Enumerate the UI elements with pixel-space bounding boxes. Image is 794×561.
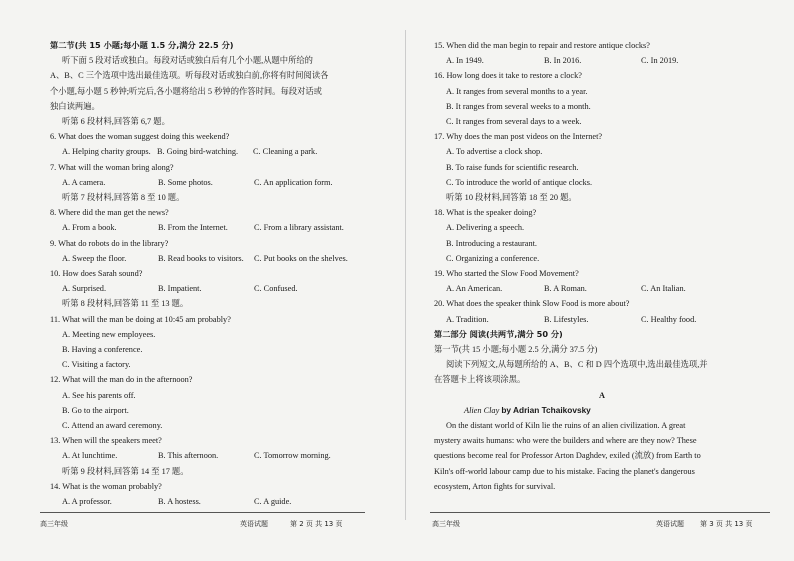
material-header: 听第 9 段材料,回答第 14 至 17 题。 [62, 466, 189, 476]
section-header: 第二节(共 15 小题;每小题 1.5 分,满分 22.5 分) [50, 40, 234, 50]
options-14 [50, 494, 380, 509]
option-b[interactable]: B. This afternoon. [158, 451, 219, 461]
question-17: 17. Why does the man post videos on the Internet? [434, 132, 603, 142]
question-15: 15. When did the man begin to repair and restore antique clocks? [434, 41, 650, 50]
option-b[interactable]: B. It ranges from several weeks to a month. [446, 101, 591, 111]
options-9 [50, 251, 380, 266]
passage-line: mystery awaits humans: who were the builders and where are they now? These [434, 436, 697, 446]
question-6: 6. What does the woman suggest doing this weekend? [50, 132, 230, 142]
instruction-line: 个小题,每小题 5 秒钟;听完后,各小题将给出 5 秒钟的作答时间。每段对话或 [50, 86, 322, 96]
option-a[interactable]: A. Delivering a speech. [446, 223, 525, 233]
option-b[interactable]: B. To raise funds for scientific research. [446, 162, 579, 172]
instruction-line: 听下面 5 段对话或独白。每段对话或独白后有几个小题,从题中所给的 [62, 56, 313, 66]
question-13: 13. When will the speakers meet? [50, 436, 162, 446]
instruction-line: 阅读下列短文,从每题所给的 A、B、C 和 D 四个选项中,选出最佳选项,并 [446, 360, 708, 370]
option-c[interactable]: C. An Italian. [641, 284, 686, 294]
option-c[interactable]: C. Organizing a conference. [446, 253, 540, 263]
option-c[interactable]: C. Cleaning a park. [253, 147, 318, 157]
option-b[interactable]: B. Introducing a restaurant. [446, 238, 538, 248]
options-8 [50, 220, 380, 235]
book-title: Alien Clay [464, 405, 500, 415]
passage-line: questions become real for Professor Arton Daghdev, exiled (流放) from Earth to [434, 451, 701, 461]
question-8: 8. Where did the man get the news? [50, 208, 169, 218]
footer-grade: 高三年级 [40, 520, 68, 528]
material-header: 听第 8 段材料,回答第 11 至 13 题。 [62, 299, 189, 309]
question-11: 11. What will the man be doing at 10:45 am probably? [50, 314, 231, 324]
option-c[interactable]: C. Visiting a factory. [62, 360, 131, 370]
part-header: 第二部分 阅读(共两节,满分 50 分) [434, 328, 563, 339]
instruction-line: 在答题卡上将该项涂黑。 [434, 375, 526, 385]
option-b[interactable]: B. Impatient. [158, 284, 202, 294]
options-7 [50, 175, 380, 190]
option-b[interactable]: B. Going bird-watching. [157, 147, 239, 157]
section-header: 第一节(共 15 小题;每小题 2.5 分,满分 37.5 分) [434, 345, 598, 355]
option-c[interactable]: C. Healthy food. [641, 314, 697, 324]
question-14: 14. What is the woman probably? [50, 481, 162, 491]
passage-line: On the distant world of Kiln lie the ruins of an alien civilization. A great [446, 421, 686, 431]
options-15 [434, 53, 770, 68]
option-c[interactable]: C. An application form. [254, 177, 333, 187]
question-9: 9. What do robots do in the library? [50, 238, 169, 248]
option-a[interactable]: A. From a book. [62, 223, 117, 233]
footer-subject: 英语试题 [240, 520, 268, 528]
question-19: 19. Who started the Slow Food Movement? [434, 269, 579, 279]
question-18: 18. What is the speaker doing? [434, 208, 537, 218]
option-b[interactable]: B. Lifestyles. [544, 314, 589, 324]
option-a[interactable]: A. In 1949. [446, 56, 484, 66]
option-b[interactable]: B. Go to the airport. [62, 405, 129, 415]
option-c[interactable]: C. Put books on the shelves. [254, 253, 348, 263]
option-c[interactable]: C. A guide. [254, 497, 292, 507]
option-a[interactable]: A. Meeting new employees. [62, 329, 156, 339]
option-a[interactable]: A. At lunchtime. [62, 451, 118, 461]
option-c[interactable]: C. In 2019. [641, 56, 679, 66]
options-19 [434, 281, 770, 296]
option-b[interactable]: B. A hostess. [158, 497, 201, 507]
book-heading [434, 403, 770, 418]
page-gutter [405, 30, 406, 520]
option-b[interactable]: B. In 2016. [544, 56, 582, 66]
footer-page: 第 2 页 共 13 页 [290, 520, 343, 528]
option-c[interactable]: C. From a library assistant. [254, 223, 344, 233]
material-header: 听第 10 段材料,回答第 18 至 20 题。 [446, 193, 577, 203]
passage-line: ecosystem, Arton fights for survival. [434, 481, 556, 491]
option-a[interactable]: A. A camera. [62, 177, 106, 187]
option-a[interactable]: A. Tradition. [446, 314, 489, 324]
option-c[interactable]: C. It ranges from several days to a week. [446, 117, 582, 127]
option-a[interactable]: A. A professor. [62, 497, 112, 507]
material-header: 听第 6 段材料,回答第 6,7 题。 [62, 117, 170, 127]
passage-line: Kiln's off-world labour camp due to his mistake. Facing the planet's dangerous [434, 466, 695, 476]
question-16: 16. How long does it take to restore a clock? [434, 71, 582, 81]
option-a[interactable]: A. To advertise a clock shop. [446, 147, 543, 157]
question-10: 10. How does Sarah sound? [50, 269, 143, 279]
option-b[interactable]: B. A Roman. [544, 284, 587, 294]
option-a[interactable]: A. Surprised. [62, 284, 107, 294]
option-c[interactable]: C. Confused. [254, 284, 298, 294]
option-c[interactable]: C. Attend an award ceremony. [62, 421, 163, 431]
footer-rule [430, 512, 770, 513]
option-b[interactable]: B. Having a conference. [62, 345, 143, 355]
question-12: 12. What will the man do in the afternoon? [50, 375, 193, 385]
right-page [434, 38, 770, 494]
footer-page: 第 3 页 共 13 页 [700, 520, 753, 528]
book-author: by Adrian Tchaikovsky [501, 404, 591, 415]
options-13 [50, 448, 380, 463]
footer-subject: 英语试题 [656, 520, 684, 528]
material-header: 听第 7 段材料,回答第 8 至 10 题。 [62, 193, 185, 203]
option-b[interactable]: B. From the Internet. [158, 223, 228, 233]
option-a[interactable]: A. Sweep the floor. [62, 253, 127, 263]
passage-label: A [599, 390, 605, 400]
question-7: 7. What will the woman bring along? [50, 162, 174, 172]
option-c[interactable]: C. To introduce the world of antique clocks. [446, 177, 593, 187]
option-b[interactable]: B. Some photos. [158, 177, 213, 187]
footer-rule [40, 512, 365, 513]
option-a[interactable]: A. Helping charity groups. [62, 147, 151, 157]
question-20: 20. What does the speaker think Slow Food is more about? [434, 299, 630, 309]
instruction-line: A、B、C 三个选项中选出最佳选项。听每段对话或独白前,你将有时间阅读各 [50, 71, 329, 81]
option-a[interactable]: A. It ranges from several months to a year. [446, 86, 588, 96]
option-a[interactable]: A. See his parents off. [62, 390, 136, 400]
left-page [50, 38, 380, 509]
option-c[interactable]: C. Tomorrow morning. [254, 451, 331, 461]
options-10 [50, 281, 380, 296]
footer-grade: 高三年级 [432, 520, 460, 528]
options-20 [434, 312, 770, 327]
options-6 [50, 144, 380, 159]
option-a[interactable]: A. An American. [446, 284, 503, 294]
option-b[interactable]: B. Read books to visitors. [158, 253, 244, 263]
instruction-line: 独白读两遍。 [50, 101, 100, 111]
